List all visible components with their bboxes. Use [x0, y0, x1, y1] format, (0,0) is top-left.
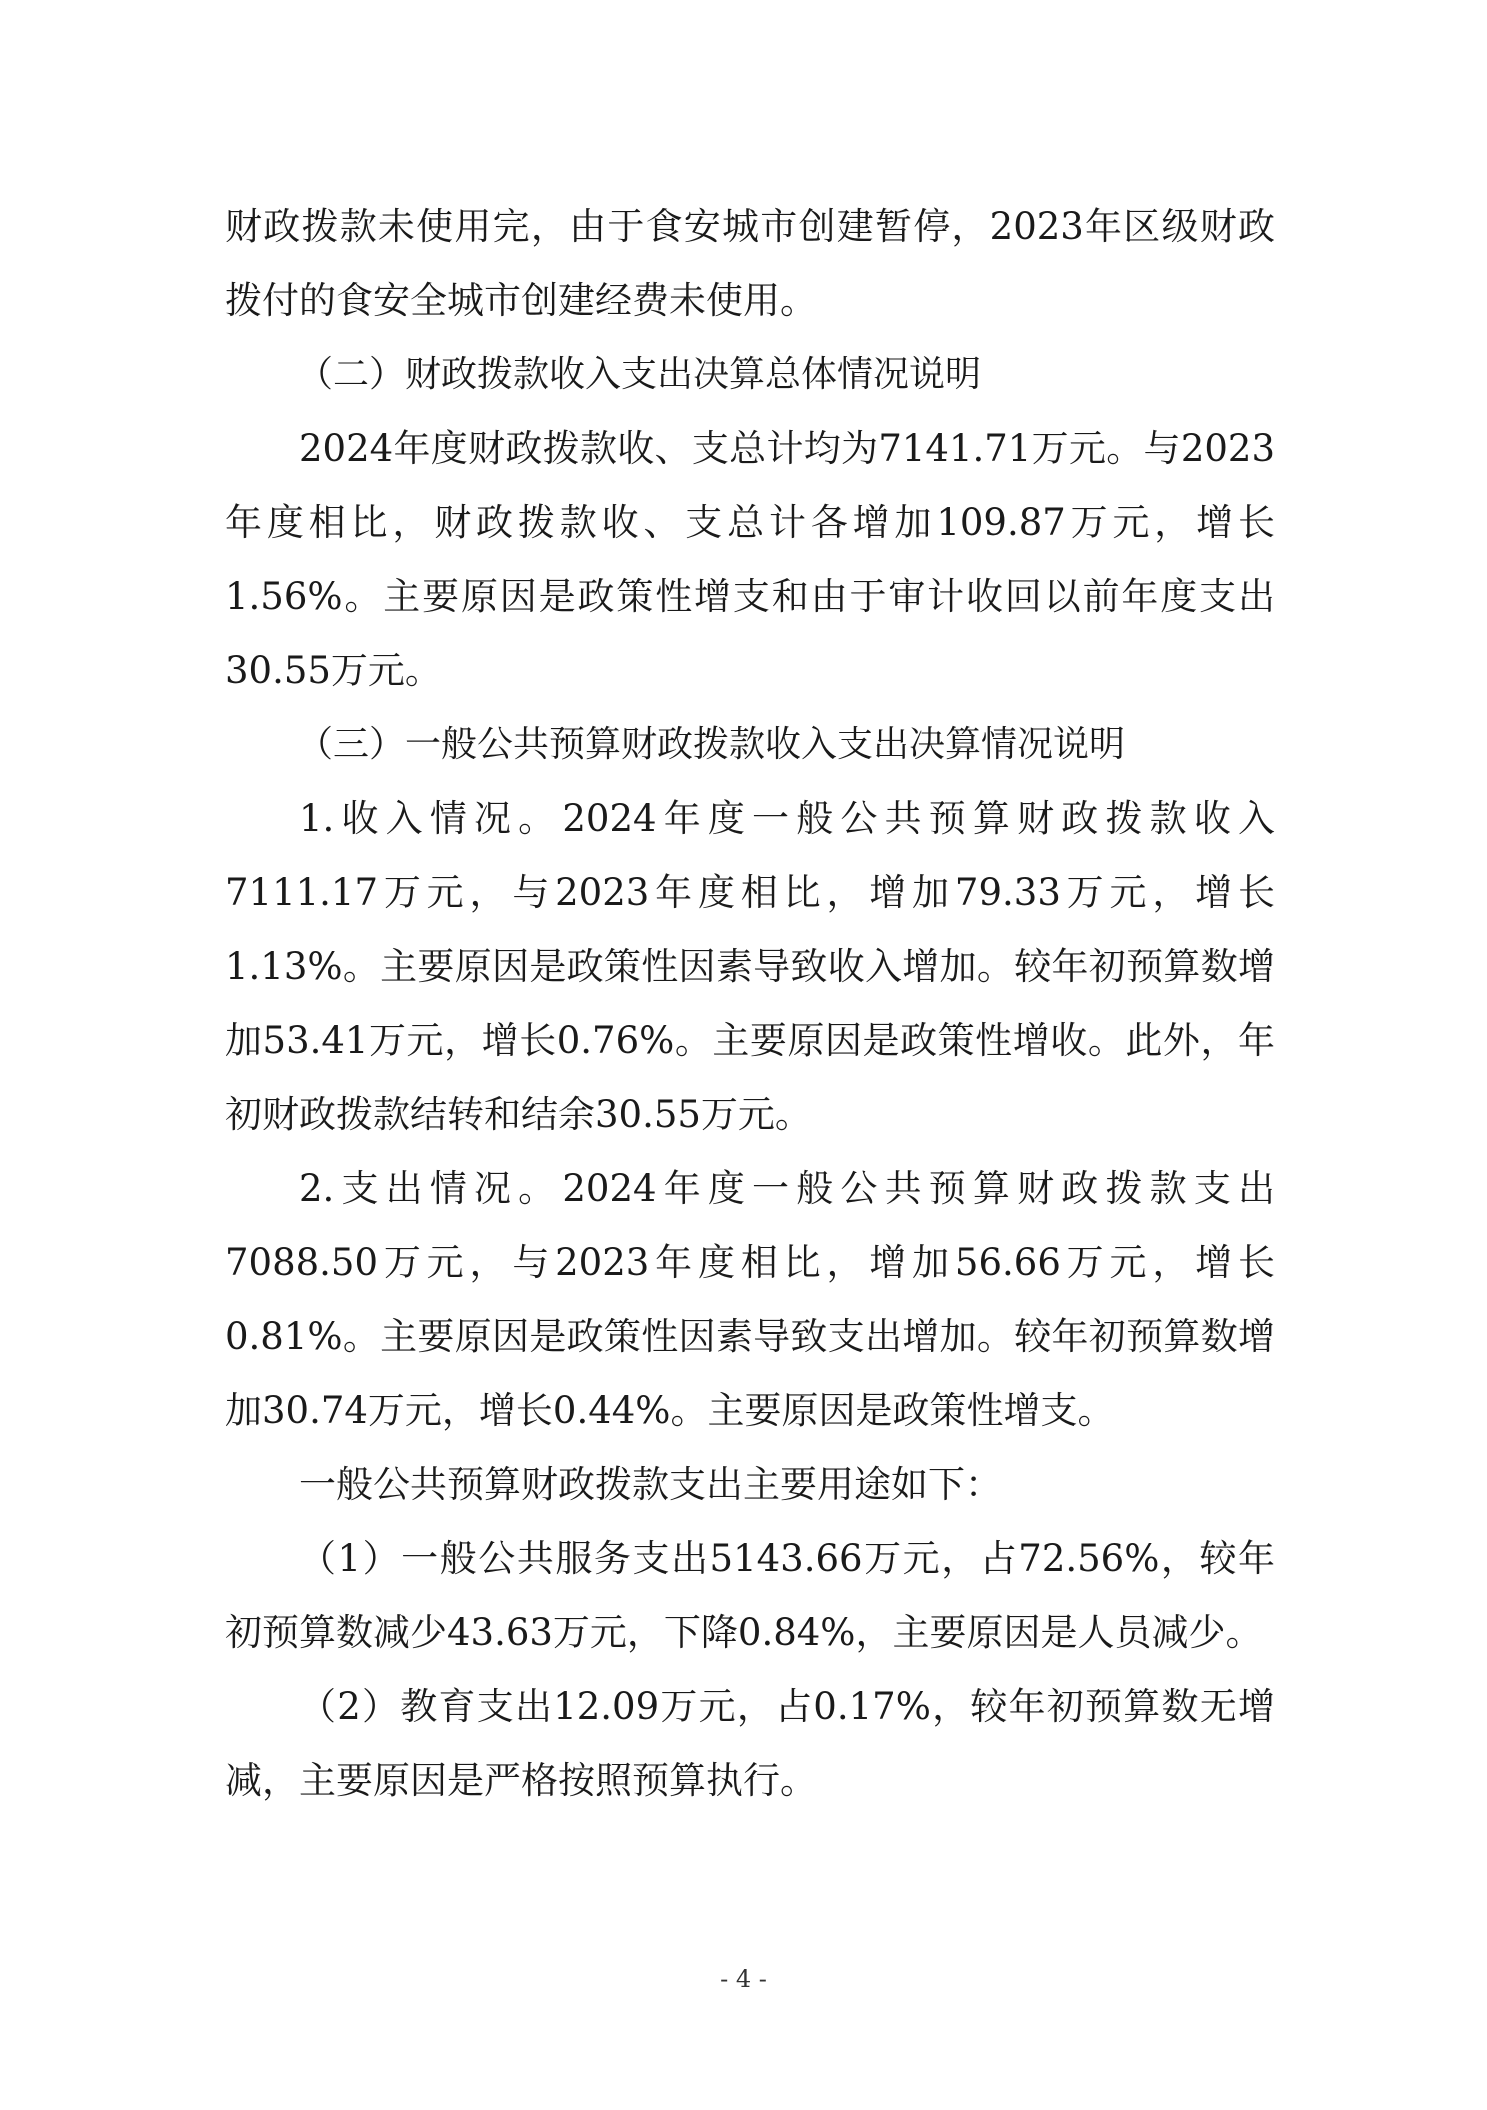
section-heading-2: （二）财政拨款收入支出决算总体情况说明	[297, 354, 982, 395]
paragraph-uses-intro: 一般公共预算财政拨款支出主要用途如下：	[299, 1463, 1002, 1506]
paragraph-item-2: （2）教育支出12.09万元，占0.17%，较年初预算数无增减，主要原因是严格按照预算执行。	[225, 1685, 1275, 1802]
document-body	[225, 190, 1275, 1818]
paragraph-total-overview: 2024年度财政拨款收、支总计均为7141.71万元。与2023年度相比，财政拨款收、支总计各增加109.87万元，增长1.56%。主要原因是政策性增支和由于审计收回以前年度支出30.55万元。	[225, 427, 1275, 692]
paragraph-item-1: （1）一般公共服务支出5143.66万元，占72.56%，较年初预算数减少43.63万元，下降0.84%，主要原因是人员减少。	[225, 1537, 1275, 1654]
paragraph-expenditure: 2.支出情况。2024年度一般公共预算财政拨款支出7088.50万元，与2023年度相比，增加56.66万元，增长0.81%。主要原因是政策性因素导致支出增加。较年初预算数增加30.74万元，增长0.44%。主要原因是政策性增支。	[225, 1167, 1275, 1432]
paragraph-income: 1.收入情况。2024年度一般公共预算财政拨款收入7111.17万元，与2023年度相比，增加79.33万元，增长1.13%。主要原因是政策性因素导致收入增加。较年初预算数增加53.41万元，增长0.76%。主要原因是政策性增收。此外，年初财政拨款结转和结余30.55万元。	[225, 797, 1275, 1136]
paragraph-continuation: 财政拨款未使用完，由于食安城市创建暂停，2023年区级财政拨付的食安全城市创建经费未使用。	[225, 205, 1275, 322]
section-heading-3: （三）一般公共预算财政拨款收入支出决算情况说明	[297, 724, 1126, 765]
page-number: - 4 -	[720, 1965, 767, 1993]
